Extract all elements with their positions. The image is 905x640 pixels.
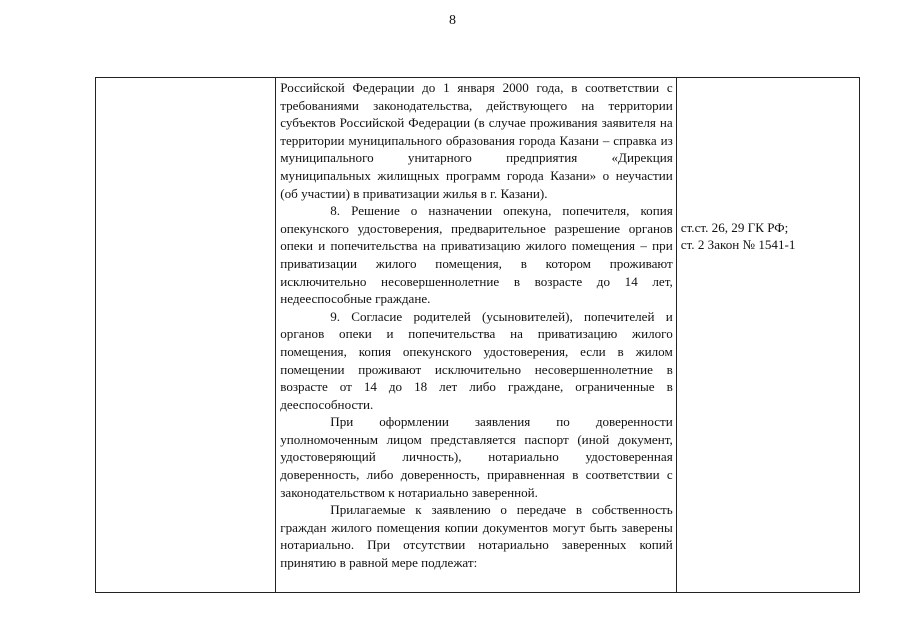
- legal-basis-line-2: ст. 2 Закон № 1541-1: [680, 237, 796, 253]
- paragraph-power-of-attorney: При оформлении заявления по доверенности уполномоченным лицом представляется паспорт (иной документ, удостоверяющий личность), нотариально удостоверенная доверенность, либо доверенность, приравненная в соответствии с законодательством к нотариально заверенной.: [280, 414, 673, 500]
- page-number: 8: [449, 13, 456, 28]
- paragraph-item-8: 8. Решение о назначении опекуна, попечителя, копия опекунского удостоверения, предварительное разрешение органов опеки и попечительства на приватизацию жилого помещения – при приватизации жилого помещения, в котором проживают исключительно несовершеннолетние в возрасте до 14 лет, недееспособные граждане.: [280, 203, 673, 307]
- paragraph-item-9: 9. Согласие родителей (усыновителей), попечителей и органов опеки и попечительства на приватизацию жилого помещения, копия опекунского удостоверения, если в жилом помещении проживают исключительно несовершеннолетние в возрасте от 14 до 18 лет либо граждане, ограниченные в дееспособности.: [280, 308, 673, 412]
- table-cell-requirements: [276, 78, 677, 593]
- table-cell-left: [96, 78, 276, 593]
- legal-basis-line-1: ст.ст. 26, 29 ГК РФ;: [680, 219, 789, 235]
- paragraph-copies: Прилагаемые к заявлению о передаче в собственность граждан жилого помещения копии документов могут быть заверены нотариально. При отсутствии нотариально заверенных копий принятию в равной мере подлежат:: [280, 502, 673, 571]
- table-cell-legal-basis: [676, 78, 859, 593]
- paragraph-continuation: Российской Федерации до 1 января 2000 года, в соответствии с требованиями законодательства, действующего на территории субъектов Российской Федерации (в случае проживания заявителя на территории муниципального образования города Казани – справка из муниципального унитарного предприятия «Дирекция муниципальных жилищных программ города Казани» о неучастии (об участии) в приватизации жилья в г. Казани).: [280, 80, 673, 201]
- table-row: [96, 78, 860, 593]
- document-table: [95, 77, 860, 593]
